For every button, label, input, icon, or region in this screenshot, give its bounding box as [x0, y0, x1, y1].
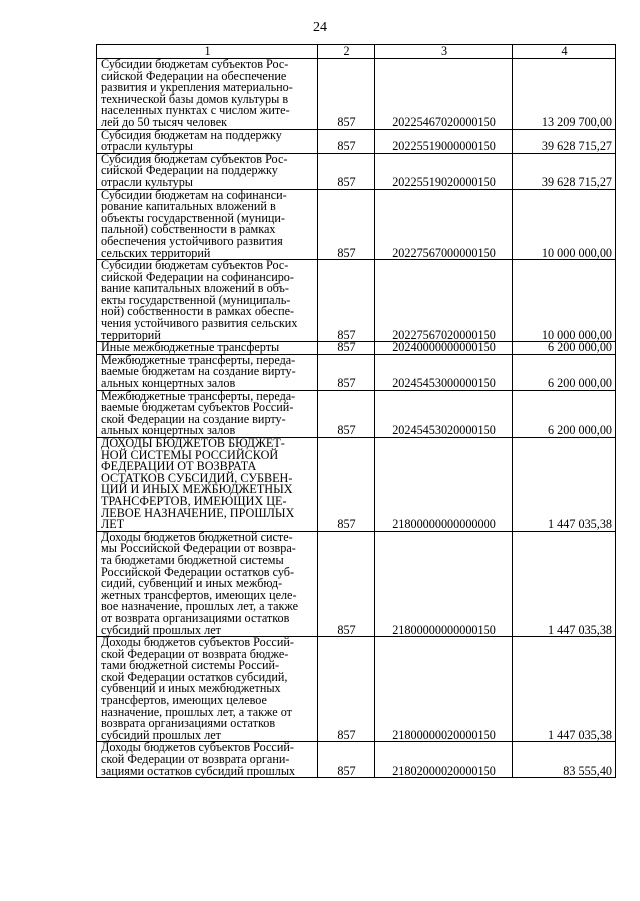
row-name-line: Доходы бюджетов субъектов Россий- — [101, 740, 294, 755]
row-name-line: чения устойчивого развития сельских — [101, 316, 298, 331]
header-col-3: 3 — [375, 45, 513, 59]
row-name-line: Субсидии бюджетам на софинанси- — [101, 187, 287, 202]
row-name-line: сийской Федерации на поддержку — [101, 163, 278, 178]
row-name-line: назначение, прошлых лет, а также от — [101, 704, 293, 719]
header-col-4: 4 — [513, 45, 616, 59]
row-name-line: тами бюджетной системы Россий- — [101, 658, 280, 673]
row-name-line: ской Федерации от возврата органи- — [101, 752, 290, 767]
page-number: 24 — [313, 20, 327, 35]
amount-cell: 13 209 700,00 — [513, 59, 616, 130]
row-name-line: технической базы домов культуры в — [101, 91, 289, 106]
row-name-line: пальной) собственности в рамках — [101, 222, 276, 237]
admin-code-cell: 857 — [318, 531, 375, 636]
row-name-line: Межбюджетные трансферты, переда- — [101, 388, 296, 403]
row-name-line: ваемые бюджетам субъектов Россий- — [101, 400, 294, 415]
amount-cell: 39 628 715,27 — [513, 153, 616, 189]
row-name-line: территорий — [101, 327, 161, 342]
row-name-line: возврата организациями остатков — [101, 716, 276, 731]
revenue-code-cell: 21800000000000000 — [375, 438, 513, 532]
row-name-line: альных концертных залов — [101, 376, 236, 391]
admin-code-cell: 857 — [318, 438, 375, 532]
row-name-line: сельских территорий — [101, 245, 211, 260]
row-name-line: ской Федерации остатков субсидий, — [101, 669, 288, 684]
row-name-line: НОЙ СИСТЕМЫ РОССИЙСКОЙ — [101, 447, 279, 462]
header-col-2: 2 — [318, 45, 375, 59]
table-row — [97, 438, 616, 532]
row-name-line: ЛЕВОЕ НАЗНАЧЕНИЕ, ПРОШЛЫХ — [101, 505, 295, 520]
revenue-code-cell: 21800000020000150 — [375, 637, 513, 742]
admin-code-cell: 857 — [318, 354, 375, 390]
row-name-line: ЛЕТ — [101, 517, 125, 532]
row-name-cell — [97, 354, 318, 390]
amount-cell: 1 447 035,38 — [513, 637, 616, 742]
row-name-line: ной) собственности в рамках обеспе- — [101, 304, 295, 319]
row-name-line: ваемые бюджетам на создание вирту- — [101, 364, 296, 379]
revenue-code-cell: 20245453000000150 — [375, 354, 513, 390]
admin-code-cell: 857 — [318, 342, 375, 355]
row-name-line: Доходы бюджетов бюджетной систе- — [101, 529, 293, 544]
row-name-line: ФЕДЕРАЦИИ ОТ ВОЗВРАТА — [101, 459, 257, 474]
amount-cell: 1 447 035,38 — [513, 438, 616, 532]
row-name-line: та бюджетами бюджетной системы — [101, 552, 284, 567]
row-name-line: рование капитальных вложений в — [101, 199, 276, 214]
row-name-line: екты государственной (муниципаль- — [101, 292, 291, 307]
row-name-line: Доходы бюджетов субъектов Россий- — [101, 635, 294, 650]
row-name-cell — [97, 59, 318, 130]
revenue-code-cell: 20225519000000150 — [375, 129, 513, 153]
revenue-code-cell: 20227567000000150 — [375, 189, 513, 260]
amount-cell: 83 555,40 — [513, 742, 616, 778]
row-name-line: обеспечения устойчивого развития — [101, 233, 283, 248]
row-name-line: альных концертных залов — [101, 423, 236, 438]
table-row — [97, 260, 616, 342]
admin-code-cell: 857 — [318, 390, 375, 437]
revenue-code-cell: 20227567020000150 — [375, 260, 513, 342]
row-name-line: субсидий прошлых лет — [101, 622, 221, 637]
row-name-line: развития и укрепления материально- — [101, 80, 293, 95]
revenue-code-cell: 21802000020000150 — [375, 742, 513, 778]
row-name-line: ЦИЙ И ИНЫХ МЕЖБЮДЖЕТНЫХ — [101, 482, 293, 497]
row-name-line: объекты государственной (муници- — [101, 210, 285, 225]
row-name-line: трансфертов, имеющих целевое — [101, 693, 267, 708]
row-name-line: субвенций и иных межбюджетных — [101, 681, 281, 696]
admin-code-cell: 857 — [318, 189, 375, 260]
admin-code-cell: 857 — [318, 742, 375, 778]
table-row — [97, 390, 616, 437]
table-row — [97, 637, 616, 742]
row-name-line: сийской Федерации на обеспечение — [101, 68, 287, 83]
admin-code-cell: 857 — [318, 637, 375, 742]
row-name-line: Субсидия бюджетам на поддержку — [101, 127, 282, 142]
row-name-line: вание капитальных вложений в объ- — [101, 281, 289, 296]
admin-code-cell: 857 — [318, 153, 375, 189]
table-row — [97, 129, 616, 153]
row-name-line: жетных трансфертов, имеющих целе- — [101, 587, 297, 602]
row-name-line: ДОХОДЫ БЮДЖЕТОВ БЮДЖЕТ- — [101, 436, 285, 450]
row-name-cell — [97, 390, 318, 437]
row-name-line: сийской Федерации на софинансиро- — [101, 269, 294, 284]
row-name-cell — [97, 153, 318, 189]
row-name-line: Российской Федерации остатков суб- — [101, 564, 295, 579]
amount-cell: 6 200 000,00 — [513, 390, 616, 437]
row-name-line: от возврата организациями остатков — [101, 610, 290, 625]
revenue-code-cell: 20225467020000150 — [375, 59, 513, 130]
table-row — [97, 153, 616, 189]
row-name-cell — [97, 129, 318, 153]
row-name-line: субсидий прошлых лет — [101, 727, 221, 742]
row-name-line: ОСТАТКОВ СУБСИДИЙ, СУБВЕН- — [101, 470, 293, 485]
row-name-line: Субсидии бюджетам субъектов Рос- — [101, 57, 289, 71]
admin-code-cell: 857 — [318, 260, 375, 342]
row-name-line: Субсидии бюджетам субъектов Рос- — [101, 258, 289, 273]
row-name-line: ТРАНСФЕРТОВ, ИМЕЮЩИХ ЦЕ- — [101, 493, 287, 508]
row-name-line: зациями остатков субсидий прошлых — [101, 763, 296, 778]
row-name-cell — [97, 260, 318, 342]
row-name-line: сидий, субвенций и иных межбюд- — [101, 576, 283, 591]
row-name-line: отрасли культуры — [101, 139, 193, 154]
row-name-line: лей до 50 тысяч человек — [101, 114, 228, 129]
row-name-cell — [97, 189, 318, 260]
admin-code-cell: 857 — [318, 59, 375, 130]
revenue-code-cell: 21800000000000150 — [375, 531, 513, 636]
admin-code-cell: 857 — [318, 129, 375, 153]
row-name-cell — [97, 531, 318, 636]
revenue-code-cell: 20245453020000150 — [375, 390, 513, 437]
table-row — [97, 742, 616, 778]
amount-cell: 39 628 715,27 — [513, 129, 616, 153]
row-name-line: вое назначение, прошлых лет, а также — [101, 599, 299, 614]
revenue-table — [96, 44, 616, 778]
row-name-cell — [97, 637, 318, 742]
row-name-line: Межбюджетные трансферты, переда- — [101, 352, 296, 367]
table-row — [97, 189, 616, 260]
table-row — [97, 59, 616, 130]
row-name-cell — [97, 438, 318, 532]
row-name-line: населенных пунктах с числом жите- — [101, 103, 290, 118]
table-row — [97, 354, 616, 390]
row-name-line: ской Федерации от возврата бюдже- — [101, 646, 289, 661]
revenue-code-cell: 20225519020000150 — [375, 153, 513, 189]
row-name-line: отрасли культуры — [101, 174, 193, 189]
header-col-1: 1 — [97, 45, 318, 59]
revenue-code-cell: 20240000000000150 — [375, 342, 513, 355]
row-name-line: мы Российской Федерации от возвра- — [101, 541, 296, 556]
amount-cell: 6 200 000,00 — [513, 342, 616, 355]
amount-cell: 1 447 035,38 — [513, 531, 616, 636]
amount-cell: 10 000 000,00 — [513, 260, 616, 342]
table-row — [97, 531, 616, 636]
row-name-line: ской Федерации на создание вирту- — [101, 411, 286, 426]
amount-cell: 10 000 000,00 — [513, 189, 616, 260]
amount-cell: 6 200 000,00 — [513, 354, 616, 390]
row-name-line: Иные межбюджетные трансферты — [101, 340, 280, 355]
row-name-line: Субсидия бюджетам субъектов Рос- — [101, 151, 288, 166]
row-name-cell — [97, 742, 318, 778]
